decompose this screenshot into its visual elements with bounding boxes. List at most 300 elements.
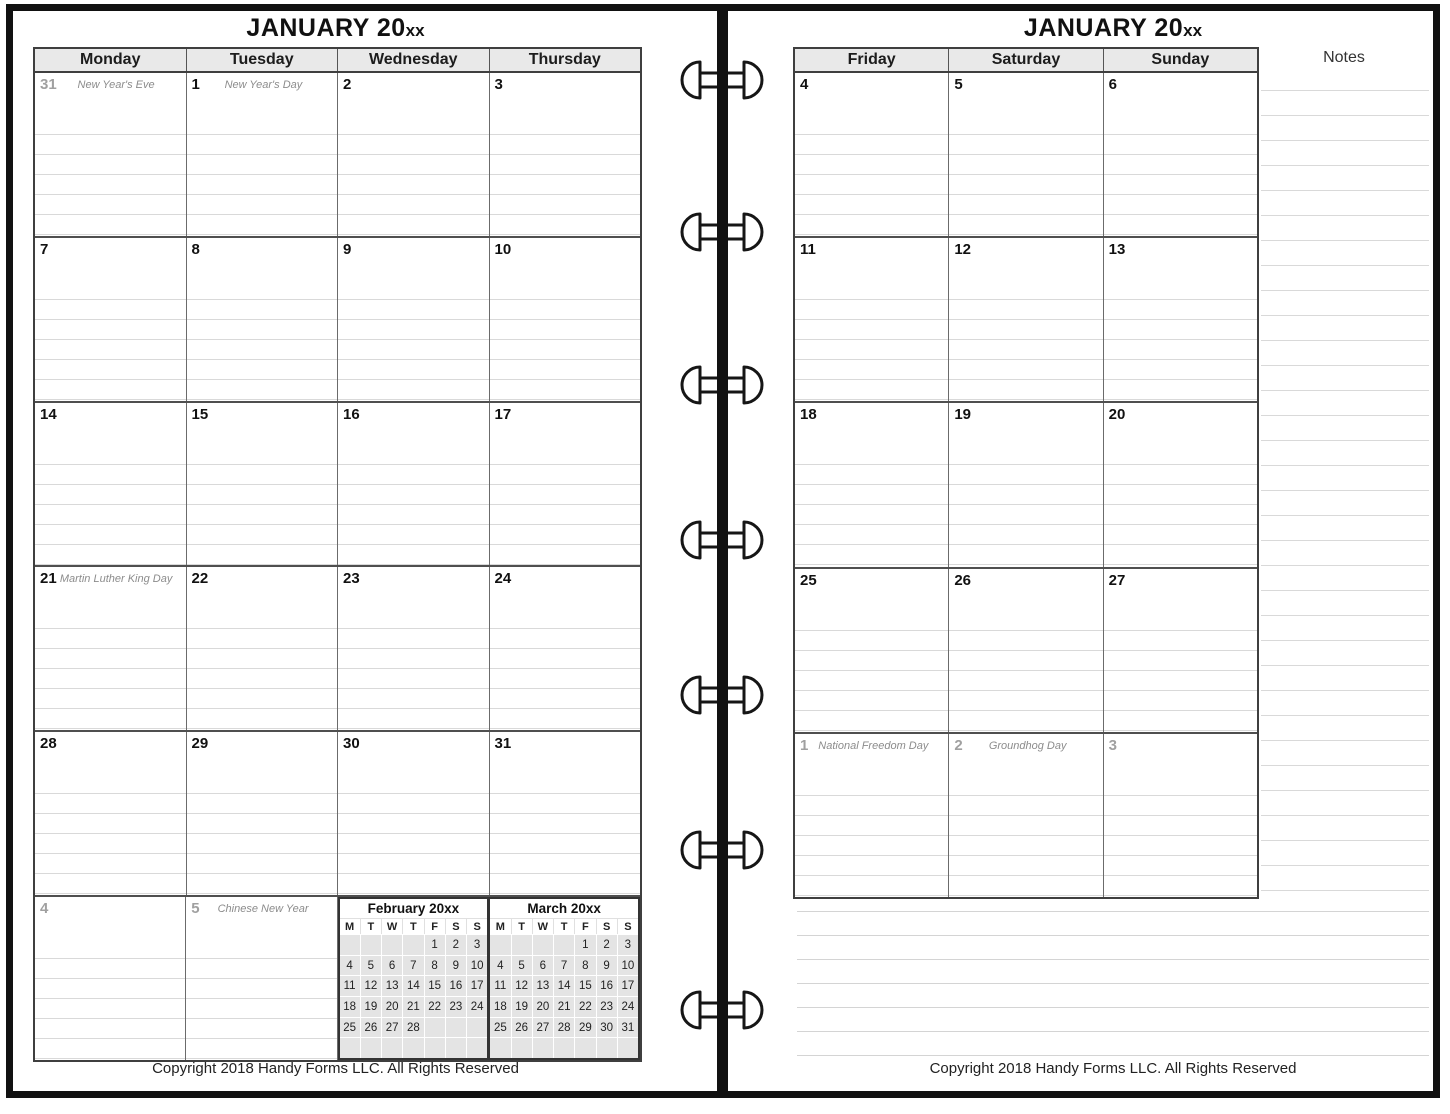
- day-header-saturday: Saturday: [948, 49, 1102, 71]
- day-number: 1: [191, 76, 200, 93]
- day-cell-ruled-lines: [35, 445, 186, 566]
- mini-day-cell: [424, 1017, 445, 1038]
- mini-calendar-week-row: [340, 934, 488, 955]
- right-month-grid: [793, 47, 1259, 899]
- day-cell-top: [795, 73, 948, 93]
- day-cell-ruled-lines: [187, 445, 338, 566]
- mini-weekday-label: T: [553, 918, 574, 934]
- mini-day-cell: [360, 934, 381, 955]
- mini-day-cell: 14: [402, 975, 423, 996]
- mini-day-cell: 30: [596, 1017, 617, 1038]
- mini-calendar-week-row: [340, 975, 488, 996]
- day-cell: [35, 73, 186, 236]
- mini-day-cell: 12: [360, 975, 381, 996]
- mini-day-cell: [445, 1017, 466, 1038]
- day-cell-top: [35, 403, 186, 423]
- mini-weekday-label: T: [360, 918, 381, 934]
- day-cell-ruled-lines: [795, 280, 948, 401]
- mini-day-cell: 8: [574, 955, 595, 976]
- mini-day-cell: 15: [424, 975, 445, 996]
- mini-day-cell: 3: [617, 934, 638, 955]
- holiday-label: Martin Luther King Day: [59, 573, 173, 586]
- day-cell-top: [949, 73, 1102, 93]
- holiday-label: New Year's Eve: [77, 79, 155, 91]
- left-month-grid: [33, 47, 642, 1062]
- mini-day-cell: 13: [381, 975, 402, 996]
- mini-day-cell: 13: [532, 975, 553, 996]
- day-cell-ruled-lines: [1104, 445, 1257, 566]
- day-cell: [1103, 403, 1257, 566]
- mini-day-cell: [511, 934, 532, 955]
- day-cell-top: [1104, 238, 1257, 258]
- day-number: 16: [343, 405, 360, 423]
- day-cell-top: [490, 567, 641, 587]
- day-header-monday: Monday: [80, 51, 141, 68]
- mini-weekday-label: T: [402, 918, 423, 934]
- mini-day-cell: [617, 1037, 638, 1058]
- mini-day-cell: [596, 1037, 617, 1058]
- day-cell-top: [186, 897, 336, 917]
- mini-calendar: [338, 897, 490, 1060]
- mini-day-cell: 4: [490, 955, 510, 976]
- right-week-row: [795, 567, 1257, 732]
- mini-calendar-title: February 20xx: [367, 901, 460, 917]
- day-number: 3: [494, 76, 503, 93]
- day-number: 11: [800, 241, 816, 259]
- mini-day-cell: 7: [553, 955, 574, 976]
- mini-weekday-label: S: [466, 918, 487, 934]
- mini-day-cell: 26: [360, 1017, 381, 1038]
- day-cell: [35, 238, 186, 401]
- mini-weekday-label: F: [424, 918, 445, 934]
- right-week-row: [795, 73, 1257, 236]
- day-cell: [337, 732, 489, 895]
- day-cell-top: [35, 238, 186, 258]
- day-number: 31: [40, 76, 57, 93]
- day-cell-ruled-lines: [187, 115, 338, 236]
- day-cell-ruled-lines: [35, 774, 186, 895]
- left-title-year-suffix: xx: [405, 21, 425, 40]
- day-cell-ruled-lines: [490, 774, 641, 895]
- day-cell-top: [490, 238, 641, 258]
- mini-day-cell: 1: [424, 934, 445, 955]
- mini-day-cell: 19: [511, 996, 532, 1017]
- mini-calendar-week-row: [340, 1037, 488, 1058]
- holiday-label: Groundhog Day: [988, 739, 1067, 752]
- day-number: 21: [40, 570, 57, 588]
- day-number: 10: [494, 240, 512, 258]
- day-cell: [337, 403, 489, 566]
- day-cell: [489, 238, 641, 401]
- day-cell-top: [1104, 403, 1257, 423]
- left-week-row: [35, 401, 640, 566]
- day-cell: [186, 732, 338, 895]
- mini-calendar-week-row: [490, 996, 638, 1017]
- day-cell-ruled-lines: [949, 280, 1102, 401]
- day-cell: [795, 403, 948, 566]
- day-header-friday: Friday: [847, 51, 896, 68]
- mini-day-cell: 16: [445, 975, 466, 996]
- day-number: 31: [494, 735, 512, 753]
- day-header-thursday: Thursday: [489, 49, 641, 71]
- day-cell: [337, 238, 489, 401]
- mini-calendar-week-row: [340, 1017, 488, 1038]
- mini-calendar: [488, 897, 640, 1060]
- day-cell-top: [795, 734, 948, 754]
- mini-day-cell: [402, 934, 423, 955]
- mini-day-cell: [532, 1037, 553, 1058]
- day-cell-top: [35, 567, 186, 587]
- day-number: 25: [800, 571, 817, 589]
- day-number: 26: [954, 571, 972, 589]
- day-number: 2: [954, 736, 963, 754]
- day-cell: [1103, 73, 1257, 236]
- day-cell-ruled-lines: [35, 280, 186, 401]
- day-number: 4: [800, 76, 809, 93]
- mini-day-cell: 6: [381, 955, 402, 976]
- right-week-row: [795, 401, 1257, 566]
- mini-day-cell: [532, 934, 553, 955]
- mini-calendar-weekday-header: [490, 918, 638, 934]
- mini-day-cell: 27: [532, 1017, 553, 1038]
- left-week-row: [35, 236, 640, 401]
- day-cell-top: [35, 73, 186, 93]
- mini-weekday-label: F: [574, 918, 595, 934]
- mini-day-cell: [340, 934, 360, 955]
- mini-calendar-week-row: [340, 996, 488, 1017]
- mini-day-cell: 24: [617, 996, 638, 1017]
- mini-day-cell: 11: [490, 975, 510, 996]
- day-number: 27: [1108, 571, 1126, 589]
- mini-day-cell: [424, 1037, 445, 1058]
- mini-weekday-label: W: [381, 918, 402, 934]
- mini-day-cell: 28: [553, 1017, 574, 1038]
- holiday-label: New Year's Day: [224, 79, 303, 91]
- day-number: 13: [1108, 241, 1126, 259]
- holiday-label: National Freedom Day: [818, 739, 929, 752]
- day-cell-ruled-lines: [949, 611, 1102, 732]
- mini-day-cell: [381, 1037, 402, 1058]
- day-header-wednesday: Wednesday: [337, 49, 489, 71]
- mini-day-cell: 17: [466, 975, 487, 996]
- mini-weekday-label: W: [532, 918, 553, 934]
- day-number: 23: [343, 570, 360, 588]
- mini-day-cell: [574, 1037, 595, 1058]
- mini-day-cell: [490, 1037, 510, 1058]
- day-number: 12: [954, 241, 972, 259]
- day-cell-ruled-lines: [1104, 115, 1257, 236]
- mini-day-cell: 2: [596, 934, 617, 955]
- day-number: 9: [343, 240, 352, 258]
- day-cell-ruled-lines: [35, 115, 186, 236]
- day-cell-ruled-lines: [795, 445, 948, 566]
- left-week-row: [35, 895, 640, 1060]
- mini-day-cell: 10: [617, 955, 638, 976]
- mini-weekday-label: S: [596, 918, 617, 934]
- day-header-tuesday: Tuesday: [186, 49, 338, 71]
- day-cell-ruled-lines: [1104, 611, 1257, 732]
- day-cell-top: [338, 73, 489, 93]
- day-cell-ruled-lines: [490, 280, 641, 401]
- day-cell-ruled-lines: [949, 776, 1102, 897]
- mini-day-cell: 21: [402, 996, 423, 1017]
- day-cell: [186, 73, 338, 236]
- mini-weekday-label: S: [617, 918, 638, 934]
- day-header-sunday: Sunday: [1103, 49, 1257, 71]
- day-cell-top: [795, 403, 948, 423]
- day-cell-top: [338, 238, 489, 258]
- left-week-row: [35, 73, 640, 236]
- mini-day-cell: 24: [466, 996, 487, 1017]
- day-cell-top: [490, 73, 641, 93]
- day-cell-top: [490, 403, 641, 423]
- mini-day-cell: 25: [340, 1017, 360, 1038]
- mini-day-cell: [553, 934, 574, 955]
- day-cell: [35, 403, 186, 566]
- day-cell-top: [187, 403, 338, 423]
- day-cell-top: [795, 569, 948, 589]
- mini-day-cell: [445, 1037, 466, 1058]
- day-cell-top: [1104, 73, 1257, 93]
- day-cell-ruled-lines: [338, 774, 489, 895]
- notes-bottom-ruled-lines: [797, 888, 1429, 1060]
- day-cell: [489, 403, 641, 566]
- day-cell: [948, 569, 1102, 732]
- mini-day-cell: 21: [553, 996, 574, 1017]
- mini-day-cell: 11: [340, 975, 360, 996]
- day-cell: [35, 567, 186, 730]
- day-number: 4: [40, 900, 49, 918]
- mini-weekday-label: M: [490, 918, 510, 934]
- right-weekday-header-row: [795, 49, 1257, 73]
- day-cell-ruled-lines: [949, 445, 1102, 566]
- right-title-month: JANUARY 20: [1023, 14, 1184, 42]
- mini-day-cell: 9: [445, 955, 466, 976]
- day-cell: [948, 238, 1102, 401]
- day-number: 1: [800, 736, 809, 754]
- mini-day-cell: 3: [466, 934, 487, 955]
- day-cell-ruled-lines: [490, 609, 641, 730]
- day-cell: [795, 734, 948, 897]
- day-cell-ruled-lines: [795, 115, 948, 236]
- mini-weekday-label: T: [511, 918, 532, 934]
- mini-day-cell: 15: [574, 975, 595, 996]
- mini-day-cell: [381, 934, 402, 955]
- mini-day-cell: [340, 1037, 360, 1058]
- day-number: 8: [191, 240, 200, 258]
- day-number: 30: [343, 735, 360, 753]
- day-cell-top: [949, 238, 1102, 258]
- mini-calendar-week-row: [490, 1017, 638, 1038]
- day-number: 28: [40, 735, 57, 753]
- day-cell-ruled-lines: [490, 115, 641, 236]
- mini-weekday-label: M: [340, 918, 360, 934]
- mini-calendar-week-row: [490, 1037, 638, 1058]
- mini-day-cell: [466, 1037, 487, 1058]
- day-cell: [185, 897, 336, 1060]
- mini-day-cell: 16: [596, 975, 617, 996]
- day-cell-ruled-lines: [795, 611, 948, 732]
- day-cell: [337, 567, 489, 730]
- holiday-label: Chinese New Year: [217, 903, 309, 916]
- mini-calendar-week-row: [490, 975, 638, 996]
- day-cell: [489, 732, 641, 895]
- day-cell-top: [187, 73, 338, 93]
- day-cell-top: [187, 238, 338, 258]
- mini-calendars: [337, 897, 641, 1060]
- day-number: 18: [800, 406, 817, 424]
- right-week-row: [795, 236, 1257, 401]
- mini-day-cell: 20: [381, 996, 402, 1017]
- day-cell: [795, 238, 948, 401]
- day-number: 14: [40, 405, 57, 423]
- mini-day-cell: 5: [511, 955, 532, 976]
- day-cell-ruled-lines: [1104, 280, 1257, 401]
- day-cell-ruled-lines: [187, 280, 338, 401]
- mini-day-cell: 18: [490, 996, 510, 1017]
- mini-day-cell: 4: [340, 955, 360, 976]
- day-cell: [948, 734, 1102, 897]
- mini-day-cell: 26: [511, 1017, 532, 1038]
- mini-day-cell: 6: [532, 955, 553, 976]
- left-copyright: Copyright 2018 Handy Forms LLC. All Rights Reserved: [152, 1060, 519, 1077]
- day-cell: [337, 73, 489, 236]
- day-cell: [186, 238, 338, 401]
- day-cell-ruled-lines: [35, 939, 185, 1060]
- mini-day-cell: 29: [574, 1017, 595, 1038]
- mini-day-cell: 17: [617, 975, 638, 996]
- mini-day-cell: [360, 1037, 381, 1058]
- mini-day-cell: 12: [511, 975, 532, 996]
- day-cell-top: [795, 238, 948, 258]
- day-cell-ruled-lines: [338, 280, 489, 401]
- mini-day-cell: 23: [445, 996, 466, 1017]
- mini-day-cell: 18: [340, 996, 360, 1017]
- day-number: 19: [954, 406, 972, 424]
- day-cell-top: [338, 403, 489, 423]
- right-page-title: [793, 14, 1433, 43]
- mini-calendar-title: March 20xx: [527, 901, 601, 917]
- day-cell: [186, 403, 338, 566]
- left-week-row: [35, 730, 640, 895]
- day-cell: [1103, 238, 1257, 401]
- day-cell-ruled-lines: [949, 115, 1102, 236]
- mini-weekday-label: S: [445, 918, 466, 934]
- right-copyright: Copyright 2018 Handy Forms LLC. All Rights Reserved: [929, 1060, 1297, 1077]
- day-cell: [948, 403, 1102, 566]
- day-cell-ruled-lines: [187, 609, 338, 730]
- day-cell-ruled-lines: [338, 445, 489, 566]
- day-number: 17: [494, 405, 512, 423]
- mini-day-cell: 1: [574, 934, 595, 955]
- left-weekday-header-row: [35, 49, 640, 73]
- day-number: 2: [343, 76, 352, 93]
- notes-label: Notes: [1323, 49, 1365, 66]
- day-cell: [489, 73, 641, 236]
- day-cell-ruled-lines: [35, 609, 186, 730]
- day-cell: [489, 567, 641, 730]
- mini-day-cell: 28: [402, 1017, 423, 1038]
- day-cell: [795, 73, 948, 236]
- right-week-row: [795, 732, 1257, 897]
- right-title-year-suffix: xx: [1183, 21, 1203, 40]
- day-cell-ruled-lines: [338, 609, 489, 730]
- day-cell: [795, 569, 948, 732]
- day-cell: [35, 897, 185, 1060]
- mini-day-cell: 23: [596, 996, 617, 1017]
- day-cell: [948, 73, 1102, 236]
- mini-day-cell: 31: [617, 1017, 638, 1038]
- day-number: 5: [191, 900, 200, 918]
- mini-day-cell: [490, 934, 510, 955]
- day-number: 15: [191, 405, 209, 423]
- mini-day-cell: 19: [360, 996, 381, 1017]
- day-cell-ruled-lines: [795, 776, 948, 897]
- mini-day-cell: 25: [490, 1017, 510, 1038]
- day-cell-top: [949, 734, 1102, 754]
- day-cell-top: [187, 567, 338, 587]
- mini-day-cell: 22: [574, 996, 595, 1017]
- day-cell-top: [1104, 734, 1257, 754]
- notes-column-ruled-lines: [1261, 66, 1429, 896]
- day-number: 5: [954, 76, 963, 93]
- day-cell-ruled-lines: [186, 939, 336, 1060]
- mini-day-cell: [466, 1017, 487, 1038]
- left-week-row: [35, 565, 640, 730]
- day-number: 24: [494, 570, 512, 588]
- mini-day-cell: 20: [532, 996, 553, 1017]
- day-number: 6: [1108, 76, 1117, 93]
- day-number: 7: [40, 240, 49, 258]
- day-cell-top: [187, 732, 338, 752]
- mini-day-cell: 22: [424, 996, 445, 1017]
- day-cell-top: [338, 732, 489, 752]
- day-cell-top: [1104, 569, 1257, 589]
- day-cell-ruled-lines: [1104, 776, 1257, 897]
- binder-spine: [717, 4, 728, 1098]
- day-cell-ruled-lines: [338, 115, 489, 236]
- mini-day-cell: [511, 1037, 532, 1058]
- mini-day-cell: 2: [445, 934, 466, 955]
- mini-calendar-weekday-header: [340, 918, 488, 934]
- day-cell: [1103, 569, 1257, 732]
- day-cell: [186, 567, 338, 730]
- mini-day-cell: [402, 1037, 423, 1058]
- day-cell-ruled-lines: [187, 774, 338, 895]
- mini-day-cell: 27: [381, 1017, 402, 1038]
- mini-day-cell: [553, 1037, 574, 1058]
- left-page-title: [33, 14, 638, 43]
- left-title-month: JANUARY 20: [246, 14, 406, 42]
- day-number: 20: [1108, 406, 1126, 424]
- day-cell-ruled-lines: [490, 445, 641, 566]
- day-cell-top: [949, 403, 1102, 423]
- mini-day-cell: 10: [466, 955, 487, 976]
- mini-day-cell: 9: [596, 955, 617, 976]
- mini-day-cell: 8: [424, 955, 445, 976]
- day-cell-top: [949, 569, 1102, 589]
- day-number: 22: [191, 570, 209, 588]
- mini-day-cell: 7: [402, 955, 423, 976]
- day-cell-top: [490, 732, 641, 752]
- day-number: 3: [1108, 736, 1117, 754]
- day-cell-top: [35, 732, 186, 752]
- day-cell-top: [35, 897, 185, 917]
- day-number: 29: [191, 735, 209, 753]
- mini-calendar-week-row: [490, 934, 638, 955]
- day-cell-top: [338, 567, 489, 587]
- day-cell: [35, 732, 186, 895]
